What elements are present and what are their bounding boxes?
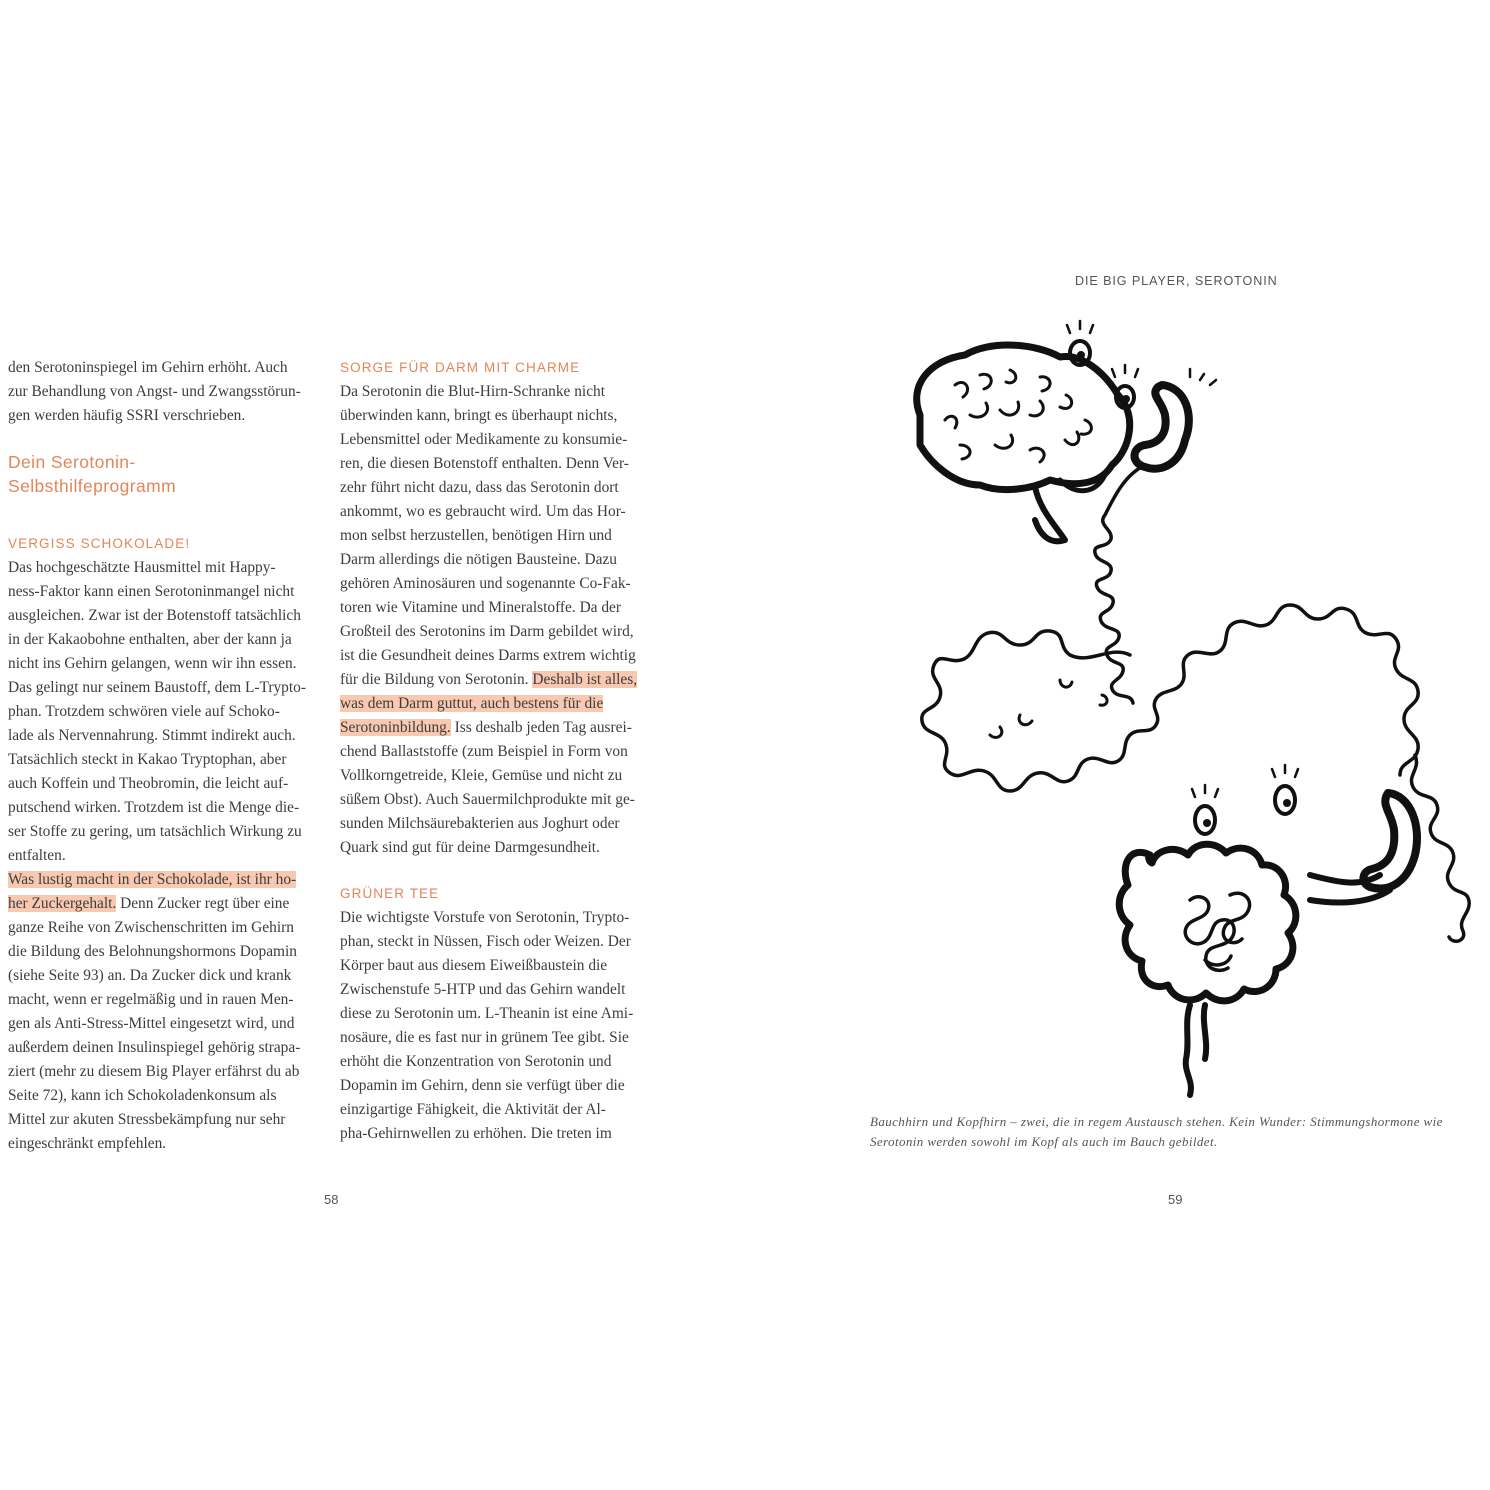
text-line: Die wichtigste Vorstufe von Serotonin, Trypto- <box>340 909 630 926</box>
text-line: ankommt, wo es gebraucht wird. Um das Hor- <box>340 503 626 520</box>
text-line: Quark sind gut für deine Darmgesundheit. <box>340 839 600 856</box>
text-highlight: Deshalb ist alles, <box>532 671 638 688</box>
text-line: chend Ballaststoffe (zum Beispiel in Form von <box>340 743 628 760</box>
figure-caption <box>870 1112 1490 1152</box>
text-line: phan, steckt in Nüssen, Fisch oder Weizen. Der <box>340 933 631 950</box>
text-fragment: für die Bildung von Serotonin. <box>340 671 533 688</box>
text-line: Lebensmittel oder Medikamente zu konsumie- <box>340 431 628 448</box>
text-line: toren wie Vitamine und Mineralstoffe. Da der <box>340 599 622 616</box>
text-line: eingeschränkt empfehlen. <box>8 1135 167 1152</box>
text-line: pha-Gehirnwellen zu erhöhen. Die treten im <box>340 1125 612 1142</box>
text-line: phan. Trotzdem schwören viele auf Schoko- <box>8 703 280 720</box>
text-line: Tatsächlich steckt in Kakao Tryptophan, aber <box>8 751 287 768</box>
text-line: ziert (mehr zu diesem Big Player erfährst du ab <box>8 1063 300 1080</box>
intro-text <box>8 356 320 428</box>
text-line: Dopamin im Gehirn, denn sie verfügt über die <box>340 1077 625 1094</box>
text-line: gen als Anti-Stress-Mittel eingesetzt wird, und <box>8 1015 295 1032</box>
text-line: nosäure, die es fast nur in grünem Tee gibt. Sie <box>340 1029 629 1046</box>
text-line: den Serotoninspiegel im Gehirn erhöht. Auch <box>8 359 288 376</box>
text-line: diese zu Serotonin um. L-Theanin ist eine Ami- <box>340 1005 634 1022</box>
caption-line: Serotonin werden sowohl im Kopf als auch im Bauch gebildet. <box>870 1134 1218 1149</box>
text-line: Seite 72), kann ich Schokoladenkonsum als <box>8 1087 277 1104</box>
text-fragment: Iss deshalb jeden Tag ausrei- <box>450 719 632 736</box>
running-head: DIE BIG PLAYER, SEROTONIN <box>1075 274 1278 288</box>
text-line: Zwischenstufe 5-HTP und das Gehirn wandelt <box>340 981 626 998</box>
text-line: sunden Milchsäurebakterien aus Joghurt oder <box>340 815 620 832</box>
schokolade-text <box>8 556 320 1156</box>
text-line: Vollkorngetreide, Kleie, Gemüse und nicht zu <box>340 767 623 784</box>
text-highlight: Was lustig macht in der Schokolade, ist ihr ho- <box>8 871 297 888</box>
text-line: Das gelingt nur seinem Baustoff, dem L-Trypto- <box>8 679 306 696</box>
heading-line: Dein Serotonin- <box>8 452 136 472</box>
text-line: gehören Aminosäuren und sogenannte Co-Fak- <box>340 575 631 592</box>
section-title-tee: GRÜNER TEE <box>340 886 440 901</box>
section-title-schokolade: VERGISS SCHOKOLADE! <box>8 536 191 551</box>
text-line: ganze Reihe von Zwischenschritten im Gehirn <box>8 919 294 936</box>
text-line: macht, wenn er regelmäßig und in rauen Men- <box>8 991 294 1008</box>
text-line: ser Stoffe zu gering, um tatsächlich Wirkung zu <box>8 823 302 840</box>
text-line: Darm allerdings die nötigen Bausteine. Dazu <box>340 551 617 568</box>
text-line: mon selbst herzustellen, benötigen Hirn und <box>340 527 612 544</box>
text-line: Da Serotonin die Blut-Hirn-Schranke nicht <box>340 383 605 400</box>
text-line: zur Behandlung von Angst- und Zwangsstörun- <box>8 383 301 400</box>
text-line: Körper baut aus diesem Eiweißbaustein die <box>340 957 608 974</box>
text-line: (siehe Seite 93) an. Da Zucker dick und krank <box>8 967 292 984</box>
page-number-right: 59 <box>1168 1192 1183 1207</box>
caption-line: Bauchhirn und Kopfhirn – zwei, die in regem Austausch stehen. Kein Wunder: Stimmungshormone wie <box>870 1114 1443 1129</box>
tee-text <box>340 906 655 1146</box>
text-line: süßem Obst). Auch Sauermilchprodukte mit ge- <box>340 791 635 808</box>
text-line: in der Kakaobohne enthalten, aber der kann ja <box>8 631 292 648</box>
text-line: Das hochgeschätzte Hausmittel mit Happy- <box>8 559 276 576</box>
brain-gut-illustration <box>900 315 1490 1110</box>
text-line: entfalten. <box>8 847 66 864</box>
text-line: Großteil des Serotonins im Darm gebildet wird, <box>340 623 634 640</box>
text-line: ausgleichen. Zwar ist der Botenstoff tatsächlich <box>8 607 301 624</box>
text-highlight: was dem Darm guttut, auch bestens für die <box>340 695 604 712</box>
darm-text <box>340 380 655 860</box>
text-line: außerdem deinen Insulinspiegel gehörig strapa- <box>8 1039 301 1056</box>
text-line: lade als Nervennahrung. Stimmt indirekt auch. <box>8 727 296 744</box>
text-line <box>340 716 655 740</box>
text-line: zehr führt nicht dazu, dass das Serotonin dort <box>340 479 619 496</box>
text-line: einzigartige Fähigkeit, die Aktivität der Al- <box>340 1101 606 1118</box>
text-line: gen werden häufig SSRI verschrieben. <box>8 407 246 424</box>
page-number-left: 58 <box>324 1192 339 1207</box>
middle-column <box>340 356 655 1146</box>
text-line: überwinden kann, bringt es überhaupt nichts, <box>340 407 618 424</box>
section-title-darm: SORGE FÜR DARM MIT CHARME <box>340 360 581 375</box>
text-highlight: Serotoninbildung. <box>340 719 451 736</box>
text-line: erhöht die Konzentration von Serotonin und <box>340 1053 612 1070</box>
text-line: die Bildung des Belohnungshormons Dopamin <box>8 943 297 960</box>
text-highlight: her Zuckergehalt. <box>8 895 117 912</box>
text-line <box>340 668 655 692</box>
chapter-heading <box>8 450 320 498</box>
text-line: Mittel zur akuten Stressbekämpfung nur sehr <box>8 1111 286 1128</box>
text-line: ist die Gesundheit deines Darms extrem wichtig <box>340 647 636 664</box>
text-line: auch Koffein und Theobromin, die leicht auf- <box>8 775 289 792</box>
text-line: putschend wirken. Trotzdem ist die Menge die- <box>8 799 300 816</box>
text-line <box>8 868 320 892</box>
text-line: ren, die diesen Botenstoff enthalten. Denn Ver- <box>340 455 629 472</box>
left-column <box>8 356 320 1156</box>
text-line: ness-Faktor kann einen Serotoninmangel nicht <box>8 583 295 600</box>
text-line <box>340 692 655 716</box>
text-fragment: Denn Zucker regt über eine <box>116 895 290 912</box>
text-line: nicht ins Gehirn gelangen, wenn wir ihn essen. <box>8 655 297 672</box>
heading-line: Selbsthilfeprogramm <box>8 476 177 496</box>
text-line <box>8 892 320 916</box>
